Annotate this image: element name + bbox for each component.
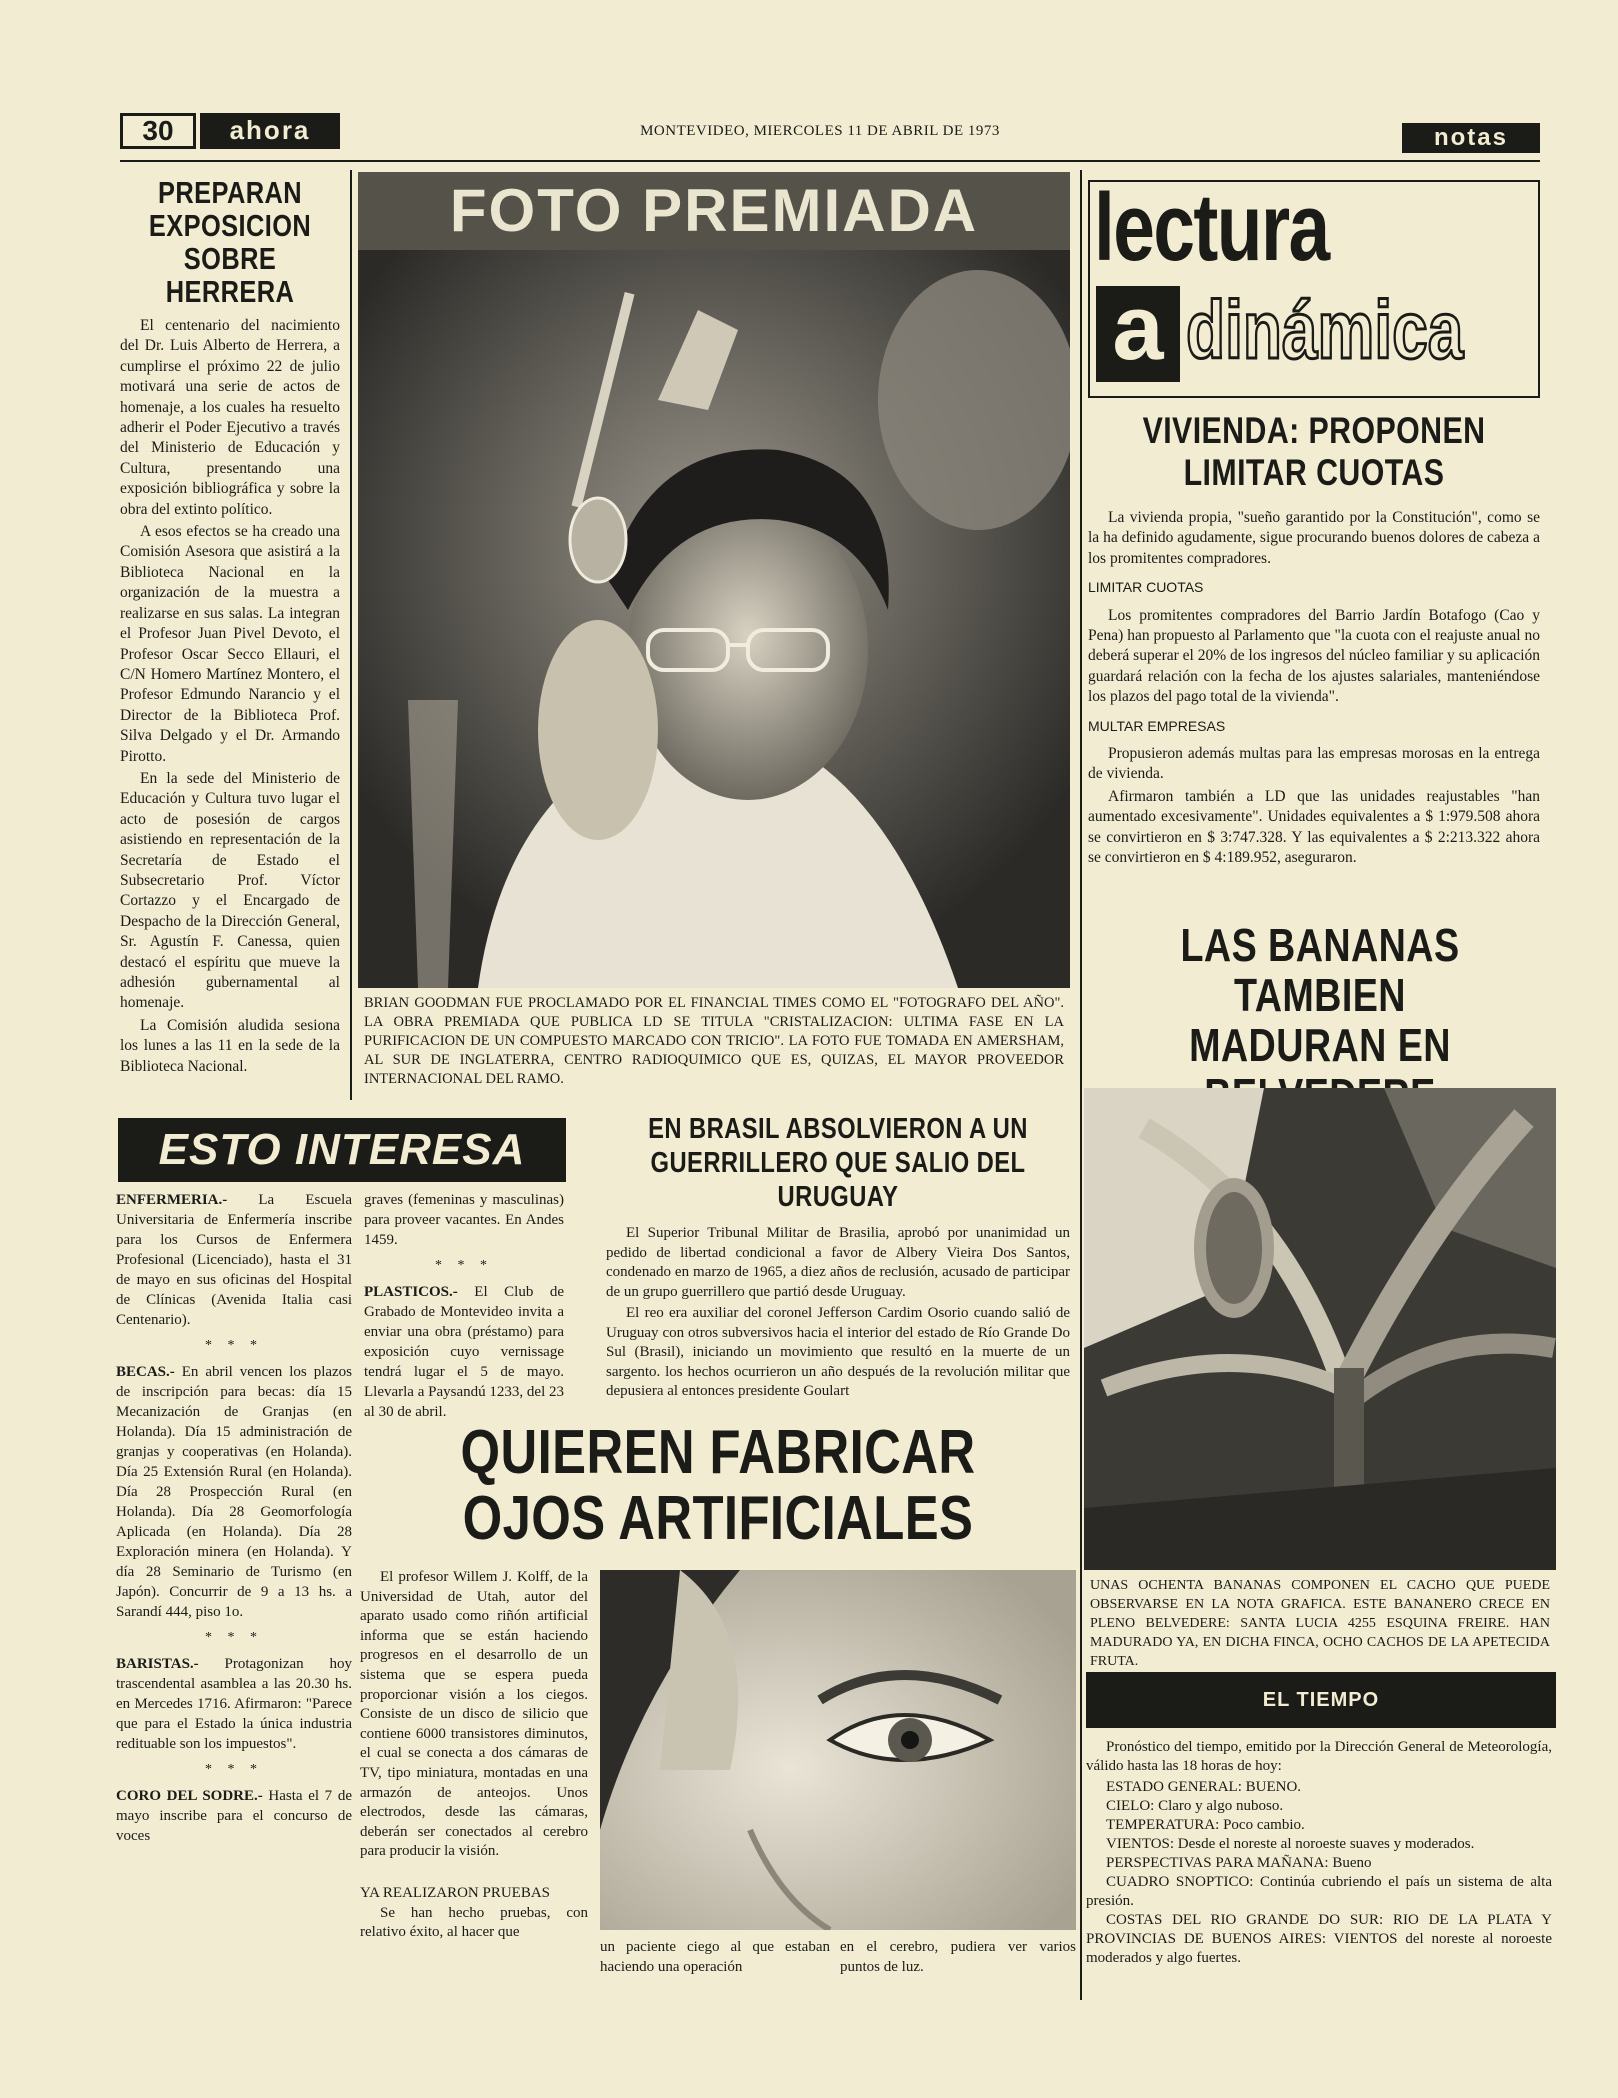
banana-photo — [1084, 1088, 1556, 1570]
weather-intro: Pronóstico del tiempo, emitido por la Dirección General de Meteorología, válido hasta las 18 horas de hoy: — [1086, 1739, 1552, 1774]
herrera-body — [120, 316, 340, 1077]
eye-photo — [600, 1570, 1076, 1930]
vivienda-paragraph: Propusieron además multas para las empresas morosas en la entrega de vivienda. — [1088, 745, 1540, 783]
logo-dinamica: dinámica — [1186, 285, 1464, 376]
ojos-paragraph: Se han hecho pruebas, con relativo éxito, al hacer que — [360, 1904, 588, 1941]
interesa-item — [364, 1190, 564, 1250]
ojos-headline-line1: QUIEREN FABRICAR — [460, 1418, 976, 1487]
article-herrera — [120, 176, 340, 1106]
bananas-caption: UNAS OCHENTA BANANAS COMPONEN EL CACHO QUE PUEDE OBSERVARSE EN LA NOTA GRAFICA. ESTE BANANERO CRECE EN PLENO BELVEDERE: SANTA LUCIA 4255 ESQUINA FREIRE. HAN MADURADO YA, EN DICHA FINCA, OCHO CACHOS DE LA APETECIDA FRUTA. — [1090, 1578, 1550, 1669]
weather-title: EL TIEMPO — [1086, 1672, 1556, 1728]
item-text: La Escuela Universitaria de Enfermería inscribe para los Cursos de Enfermera Profesional (Licenciado), hasta el 31 de mayo en sus oficinas del Hospital de Clínicas (Avenida Italia casi Centenario). — [116, 1192, 352, 1328]
interesa-item — [116, 1190, 352, 1330]
item-text: Hasta el 7 de mayo inscribe para el concurso de voces — [116, 1788, 352, 1844]
vivienda-paragraph: Afirmaron también a LD que las unidades reajustables "han aumentado excesivamente". Unidades equivalentes a $ 1:979.508 ahora se convirtieron en $ 3:747.328. Y las equivalentes a $ 2:213.322 ahora se convirtieron en $ 4:189.952, aseguraron. — [1088, 787, 1540, 867]
interesa-col2 — [364, 1190, 564, 1422]
lab-photo-illustration — [358, 250, 1070, 988]
vivienda-subhead-multar: MULTAR EMPRESAS — [1088, 717, 1226, 734]
article-vivienda — [1088, 410, 1540, 910]
bananas-headline: LAS BANANAS TAMBIEN MADURAN EN — [1180, 919, 1460, 1071]
column-rule — [1080, 170, 1082, 2000]
herrera-paragraph: El centenario del nacimiento del Dr. Luis Alberto de Herrera, a cumplirse el próximo 22 de julio motivará una serie de actos de homenaje, a los cuales ha resuelto adherir el Poder Ejecutivo a través del Ministerio de Educación y Cultura, presentando una exposición bibliográfica y sobre la obra del extinto político. — [120, 317, 340, 518]
weather-line: CIELO: Claro y algo nuboso. — [1106, 1798, 1284, 1814]
item-lead: BARISTAS.- — [116, 1656, 199, 1672]
item-separator: * * * — [205, 1630, 263, 1645]
masthead — [120, 113, 1540, 153]
herrera-paragraph: A esos efectos se ha creado una Comisión Asesora que asistirá a la Biblioteca Nacional en la organización de la muestra a realizarse en sus salas. La integran el Profesor Juan Pivel Devoto, el Profesor Oscar Secco Ellauri, el C/N Homero Martínez Montero, el Profesor Edmundo Narancio y el Director de la Biblioteca Prof. Silva Delgado y el Dr. Armando Pirotto. — [120, 523, 340, 765]
interesa-item — [116, 1654, 352, 1754]
lectura-dinamica-logo — [1088, 174, 1540, 398]
logo-lectura: lectura — [1094, 174, 1329, 281]
interesa-item — [116, 1786, 352, 1846]
item-text: graves (femeninas y masculinas) para proveer vacantes. En Andes 1459. — [364, 1192, 564, 1248]
item-text: Protagonizan hoy trascendental asamblea a las 20.30 hs. en Mercedes 1716. Afirmaron: "Parece que para el Estado la única industria redituable son los impuestos". — [116, 1656, 352, 1752]
item-separator: * * * — [205, 1762, 263, 1777]
column-rule — [350, 170, 352, 1100]
weather-line: TEMPERATURA: Poco cambio. — [1106, 1817, 1305, 1833]
logo-letter-a: a — [1096, 286, 1180, 382]
ojos-col2 — [600, 1938, 830, 1977]
banana-photo-illustration — [1084, 1088, 1556, 1570]
item-lead: CORO DEL SODRE.- — [116, 1788, 263, 1804]
article-brasil — [606, 1112, 1070, 1442]
herrera-headline: PREPARAN EXPOSICION SOBRE HERRERA — [148, 175, 312, 309]
item-text: El Club de Grabado de Montevideo invita a enviar una obra (préstamo) para exposición cuyo vernissage tendrá lugar el 5 de mayo. Llevarla a Paysandú 1233, del 23 al 30 de abril. — [364, 1284, 564, 1420]
weather-line: CUADRO SNOPTICO: Continúa cubriendo el país un sistema de alta presión. — [1086, 1874, 1552, 1909]
item-separator: * * * — [435, 1258, 493, 1273]
weather-line: ESTADO GENERAL: BUENO. — [1106, 1779, 1302, 1795]
vivienda-subhead-limitar: LIMITAR CUOTAS — [1088, 579, 1204, 596]
article-foto-premiada — [358, 172, 1070, 1108]
herrera-paragraph: La Comisión aludida sesiona los lunes a las 11 en la sede de la Biblioteca Nacional. — [120, 1016, 340, 1075]
ojos-headline-line2: OJOS ARTIFICIALES — [462, 1484, 974, 1553]
vivienda-intro: La vivienda propia, "sueño garantido por la Constitución", como se la ha definido agudamente, sigue procurando buenos dolores de cabeza a los promitentes compradores. — [1088, 509, 1540, 567]
section-label-notas: notas — [1402, 123, 1540, 153]
eye-photo-illustration — [600, 1570, 1076, 1930]
vivienda-headline: VIVIENDA: PROPONEN LIMITAR CUOTAS — [1142, 410, 1486, 493]
section-label-ahora: ahora — [200, 113, 340, 149]
brasil-paragraph: El Superior Tribunal Militar de Brasilia, aprobó por unanimidad un pedido de libertad condicional a favor de Albery Vieira Dos Santos, condenado en marzo de 1965, a diez años de reclusión, acusado de participar de un grupo guerrillero que partió desde Uruguay. — [606, 1225, 1070, 1300]
article-ojos — [360, 1420, 1076, 2000]
vivienda-paragraph: Los promitentes compradores del Barrio Jardín Botafogo (Cao y Pena) han propuesto al Parlamento que "la cuota con el reajuste anual no deberá superar el 20% de los ingresos del núcleo familiar y su aplicación guardará relación con la fecha de los ajustes salariales, manteniéndose los plazos del pago total de la vivienda". — [1088, 606, 1540, 706]
header-rule — [120, 160, 1540, 162]
ojos-text: un paciente ciego al que estaban haciendo una operación — [600, 1939, 830, 1975]
weather-line: PERSPECTIVAS PARA MAÑANA: Bueno — [1106, 1855, 1372, 1871]
interesa-col1 — [116, 1190, 352, 1846]
article-bananas — [1084, 919, 1556, 1669]
weather-line: VIENTOS: Desde el noreste al noroeste suaves y moderados. — [1106, 1836, 1475, 1852]
brasil-paragraph: El reo era auxiliar del coronel Jefferson Cardim Osorio cuando salió de Uruguay con otros subversivos hacia el interior del estado de Río Grande Do Sul (Brasil), iniciando un movimiento que resultó en la muerte de un sargento. los hechos ocurrieron un año después de la revolución militar que depusiera al entonces presidente Goulart — [606, 1305, 1070, 1399]
item-separator: * * * — [205, 1338, 263, 1353]
ojos-paragraph: El profesor Willem J. Kolff, de la Universidad de Utah, autor del aparato usado como riñón artificial informa que se están haciendo progresos en el desarrollo de un sistema que se espera pueda proporcionar visión a los ciegos. Consiste de un disco de silicio que contiene 6000 transistores diminutos, el cual se conecta a dos cámaras de TV, tipo miniatura, montadas en una armazón de anteojos. Unos electrodos, desde las cámaras, deberán ser conectados al cerebro para producir la visión. — [360, 1569, 588, 1860]
lab-photo — [358, 250, 1070, 988]
ojos-col3 — [840, 1938, 1076, 1977]
ojos-subhead: YA REALIZARON PRUEBAS — [360, 1884, 551, 1901]
herrera-paragraph: En la sede del Ministerio de Educación y Cultura tuvo lugar el acto de posesión de cargos asistiendo en representación de la Secretaría de Estado el Subsecretario Prof. Víctor Cortazzo y el Encargado de Despacho de la Dirección General, Sr. Agustín F. Canessa, quien destacó el espíritu que mueve la adhesión gubernamental al homenaje. — [120, 769, 340, 1012]
item-lead: BECAS.- — [116, 1364, 175, 1380]
brasil-headline: EN BRASIL ABSOLVIERON A UN GUERRILLERO QUE SALIO DEL URUGUAY — [648, 1113, 1028, 1213]
interesa-item — [116, 1362, 352, 1622]
weather-body — [1086, 1738, 1552, 1968]
weather-line: COSTAS DEL RIO GRANDE DO SUR: RIO DE LA PLATA Y PROVINCIAS DE BUENOS AIRES: VIENTOS del noreste al noroeste moderados y algo fuertes. — [1086, 1912, 1552, 1966]
weather-box — [1086, 1672, 1556, 1992]
page-number: 30 — [120, 113, 196, 149]
esto-interesa-banner: ESTO INTERESA — [118, 1118, 566, 1182]
item-lead: PLASTICOS.- — [364, 1284, 458, 1300]
dateline: MONTEVIDEO, MIERCOLES 11 DE ABRIL DE 1973 — [640, 123, 1000, 139]
foto-premiada-caption: BRIAN GOODMAN FUE PROCLAMADO POR EL FINANCIAL TIMES COMO EL "FOTOGRAFO DEL AÑO". LA OBRA PREMIADA QUE PUBLICA LD SE TITULA "CRISTALIZACION: ULTIMA FASE EN LA PURIFICACION DE UN COMPUESTO MARCADO CON TRICIO". LA FOTO FUE TOMADA EN AMERSHAM, AL SUR DE INGLATERRA, CENTRO RADIOQUIMICO QUE ES, QUIZAS, EL MAYOR PROVEEDOR INTERNACIONAL DEL RAMO. — [364, 995, 1064, 1087]
interesa-item — [364, 1282, 564, 1422]
ojos-text: en el cerebro, pudiera ver varios puntos de luz. — [840, 1939, 1076, 1975]
foto-premiada-banner: FOTO PREMIADA — [358, 172, 1070, 250]
brasil-body — [606, 1224, 1070, 1402]
ojos-body — [360, 1568, 588, 1945]
item-text: En abril vencen los plazos de inscripción para becas: día 15 Mecanización de Granjas (en Holanda). Día 15 administración de granjas y cooperativas (en Holanda). Día 25 Extensión Rural (en Holanda). Día 28 Prospección Rural (en Holanda). Día 28 Geomorfología Aplicada (en Holanda). Día 28 Exploración minera (en Holanda). Y día 28 Seminario de Turismo (en Japón). Concurrir de 9 a 13 hs. a Sarandí 444, piso 1o. — [116, 1364, 353, 1620]
vivienda-body — [1088, 508, 1540, 869]
item-lead: ENFERMERIA.- — [116, 1192, 228, 1208]
